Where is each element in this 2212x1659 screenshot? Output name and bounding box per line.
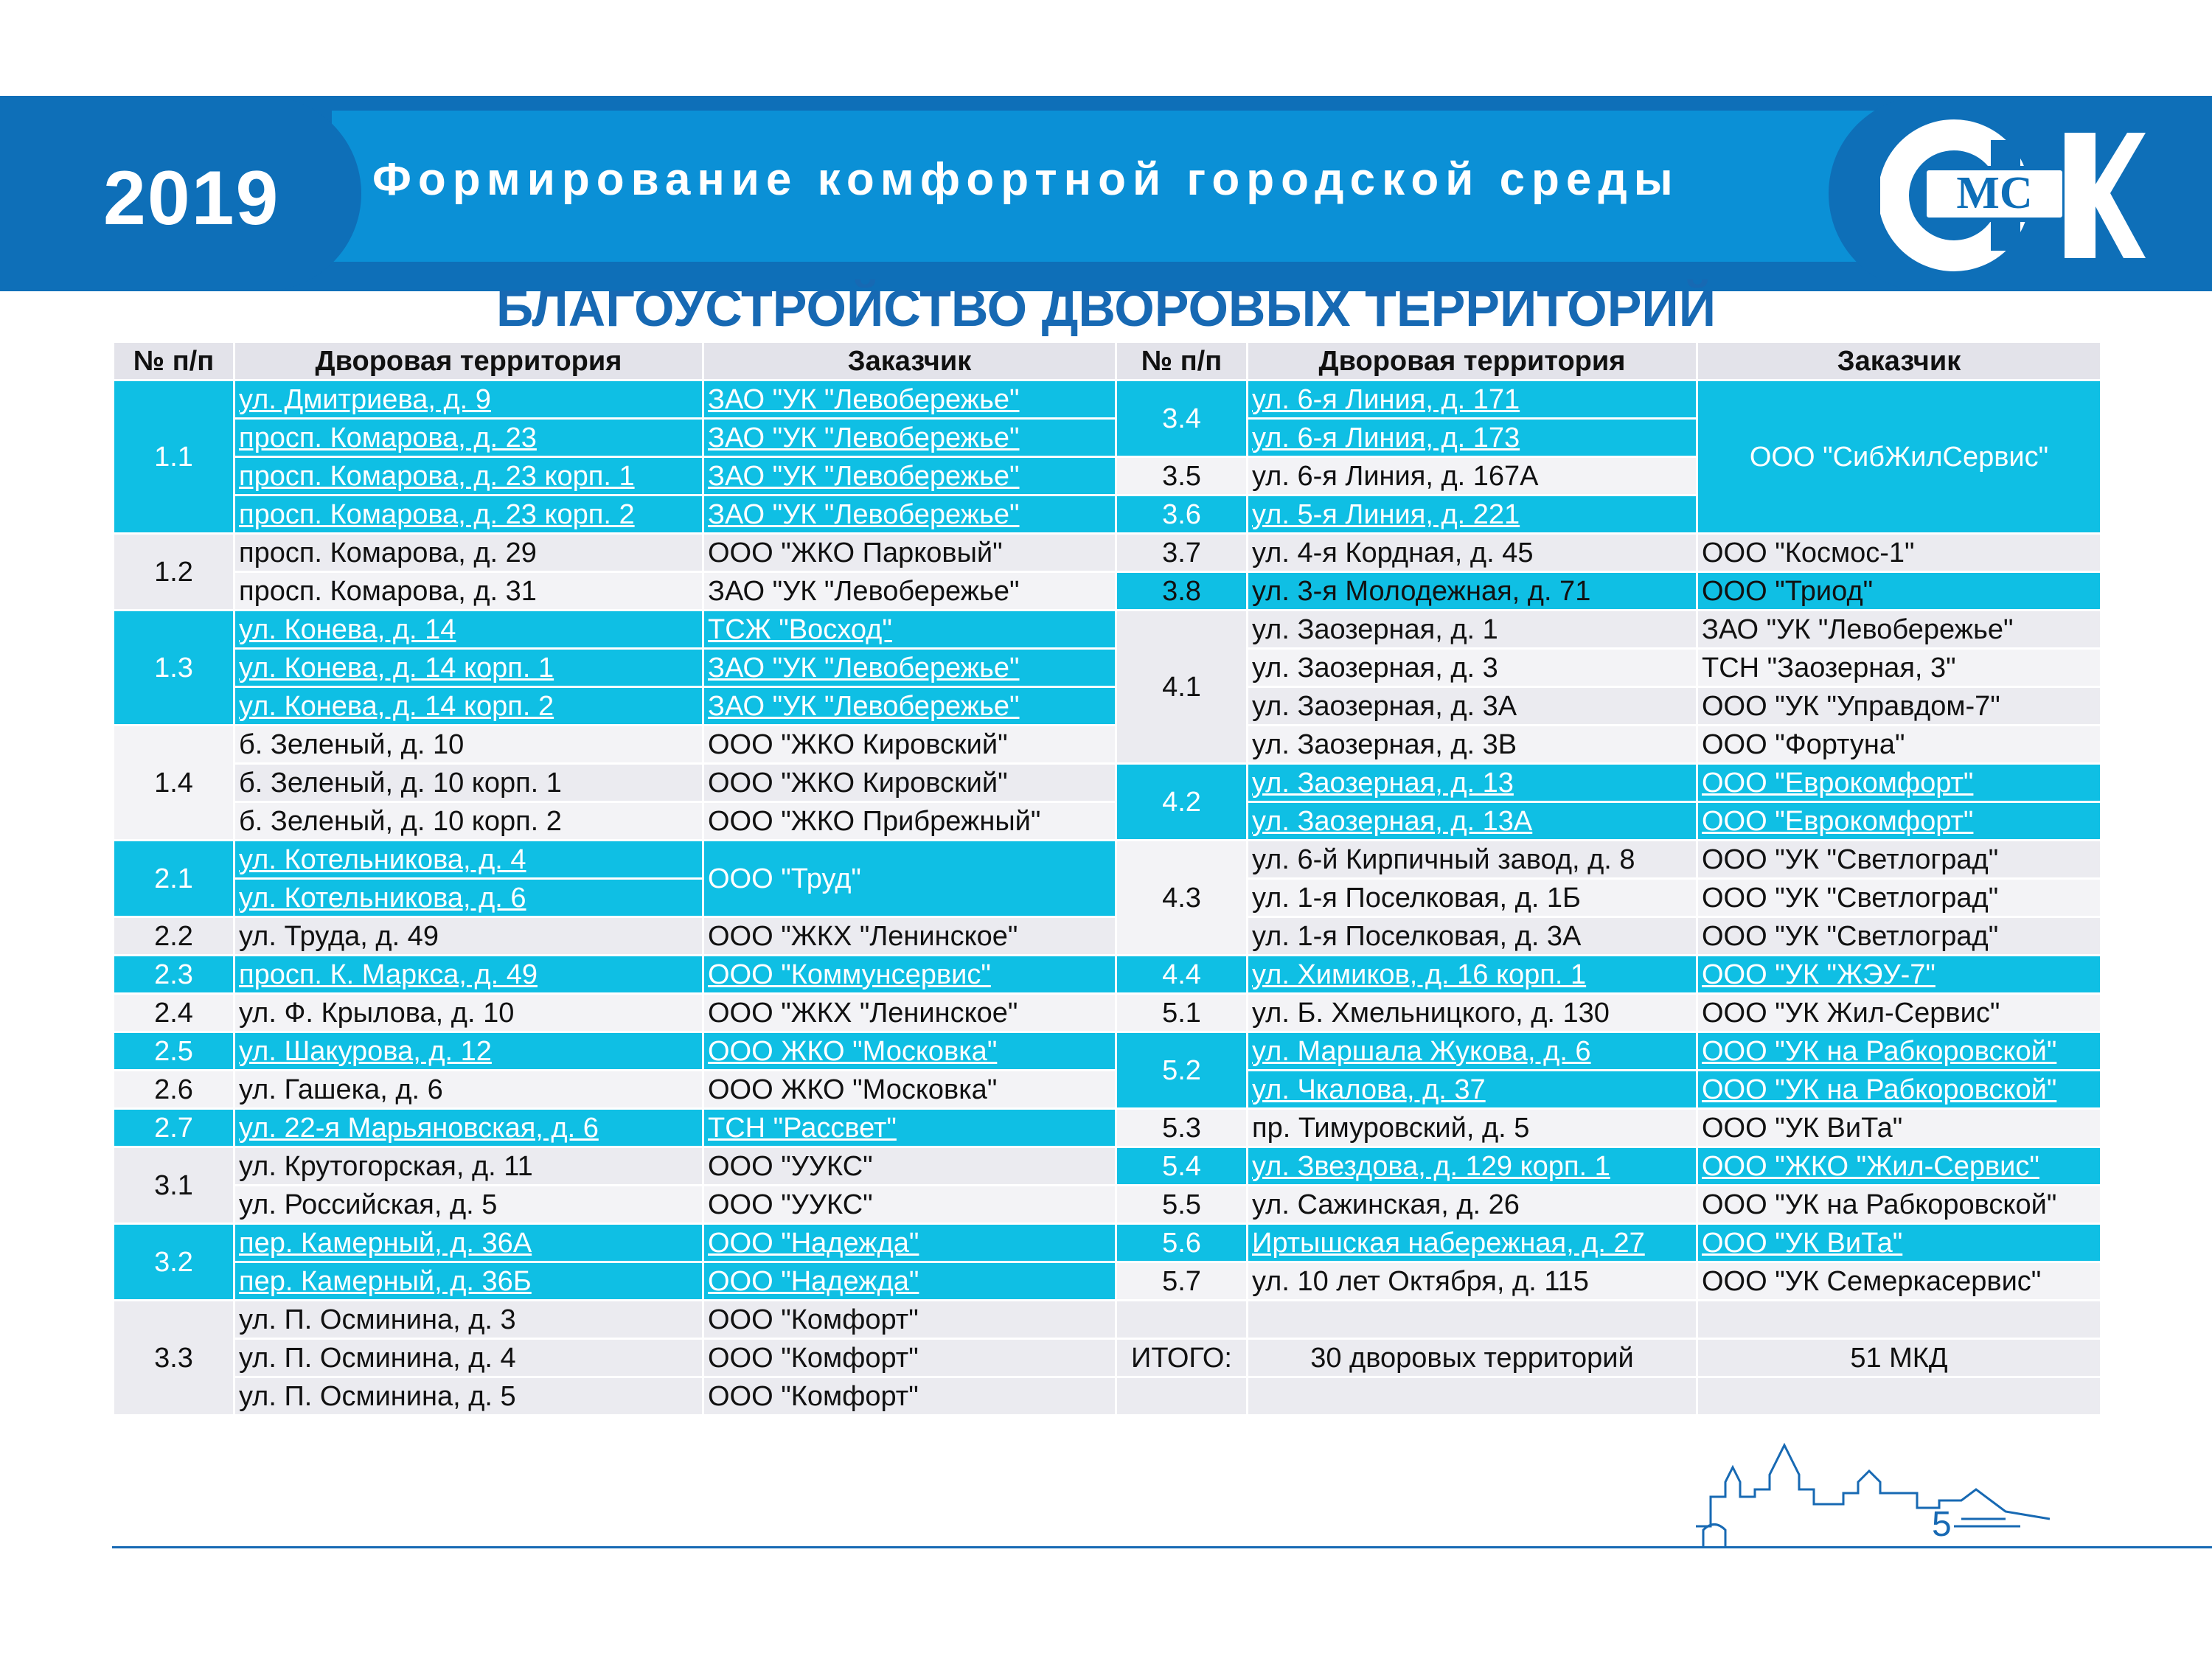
customer-cell: ЗАО "УК "Левобережье" — [703, 572, 1116, 611]
table-row — [114, 687, 2101, 726]
row-num: 2.6 — [114, 1071, 234, 1109]
table-row — [114, 994, 2101, 1032]
customer-cell[interactable]: ООО "Надежда" — [703, 1262, 1116, 1301]
territory-cell[interactable]: ул. Дмитриева, д. 9 — [234, 380, 703, 419]
territory-cell: ул. 6-я Линия, д. 167А — [1248, 457, 1697, 495]
territory-cell: ул. Б. Хмельницкого, д. 130 — [1248, 994, 1697, 1032]
customer-cell: ООО ЖКО "Московка" — [703, 1071, 1116, 1109]
customer-cell: ООО "ЖКО Кировский" — [703, 726, 1116, 764]
territory-cell: ул. Российская, д. 5 — [234, 1186, 703, 1224]
territory-cell[interactable]: ул. Чкалова, д. 37 — [1248, 1071, 1697, 1109]
col-header-num-right: № п/п — [1116, 342, 1248, 380]
territory-cell: ул. П. Осминина, д. 3 — [234, 1301, 703, 1339]
customer-cell[interactable]: ЗАО "УК "Левобережье" — [703, 495, 1116, 534]
customer-cell[interactable]: ООО "УК на Рабкоровской" — [1697, 1071, 2101, 1109]
territory-cell: ул. 1-я Поселковая, д. 3А — [1248, 917, 1697, 956]
customer-cell: ООО "УК "Светлоград" — [1697, 917, 2101, 956]
row-num: 4.2 — [1116, 764, 1248, 841]
territory-cell[interactable]: ул. 6-я Линия, д. 173 — [1248, 419, 1697, 457]
row-num: 5.6 — [1116, 1224, 1248, 1262]
empty-cell — [1116, 1377, 1248, 1416]
table-row — [114, 1301, 2101, 1339]
customer-cell[interactable]: ЗАО "УК "Левобережье" — [703, 457, 1116, 495]
territory-cell: ул. П. Осминина, д. 5 — [234, 1377, 703, 1416]
territory-cell[interactable]: ул. Котельникова, д. 4 — [234, 841, 703, 879]
territory-cell[interactable]: ул. Конева, д. 14 корп. 1 — [234, 649, 703, 687]
customer-cell: ООО "Комфорт" — [703, 1377, 1116, 1416]
territory-cell[interactable]: ул. Конева, д. 14 корп. 2 — [234, 687, 703, 726]
table-header-row — [114, 342, 2101, 380]
customer-cell[interactable]: ООО "Труд" — [703, 841, 1116, 917]
row-num: 1.1 — [114, 380, 234, 534]
empty-cell — [1697, 1301, 2101, 1339]
customer-cell: ООО "УК Семеркасервис" — [1697, 1262, 2101, 1301]
empty-cell — [1697, 1377, 2101, 1416]
customer-cell[interactable]: ООО "Триод" — [1697, 572, 2101, 611]
row-num: 5.5 — [1116, 1186, 1248, 1224]
territory-cell: б. Зеленый, д. 10 — [234, 726, 703, 764]
territory-cell: ул. Труда, д. 49 — [234, 917, 703, 956]
table-row — [114, 1224, 2101, 1262]
customer-cell[interactable]: ЗАО "УК "Левобережье" — [703, 649, 1116, 687]
table-row — [114, 611, 2101, 649]
row-num: 5.7 — [1116, 1262, 1248, 1301]
table-row — [114, 1032, 2101, 1071]
customer-cell[interactable]: ООО "Коммунсервис" — [703, 956, 1116, 994]
territory-cell[interactable]: ул. 5-я Линия, д. 221 — [1248, 495, 1697, 534]
row-num: 2.3 — [114, 956, 234, 994]
territory-cell[interactable]: ул. Маршала Жукова, д. 6 — [1248, 1032, 1697, 1071]
territory-cell[interactable]: ул. 3-я Молодежная, д. 71 — [1248, 572, 1697, 611]
customer-cell[interactable]: ООО "УК "ЖЭУ-7" — [1697, 956, 2101, 994]
customer-cell: ООО "Комфорт" — [703, 1339, 1116, 1377]
territory-cell[interactable]: ул. Шакурова, д. 12 — [234, 1032, 703, 1071]
territory-cell: ул. Крутогорская, д. 11 — [234, 1147, 703, 1186]
row-num: 5.1 — [1116, 994, 1248, 1032]
territory-cell[interactable]: ул. 22-я Марьяновская, д. 6 — [234, 1109, 703, 1147]
row-num: 2.2 — [114, 917, 234, 956]
territory-cell[interactable]: ул. 6-я Линия, д. 171 — [1248, 380, 1697, 419]
col-header-num-left: № п/п — [114, 342, 234, 380]
customer-cell[interactable]: ООО ЖКО "Московка" — [703, 1032, 1116, 1071]
row-num: 2.1 — [114, 841, 234, 917]
smsk-logo-icon — [1880, 111, 2146, 280]
row-num: 3.5 — [1116, 457, 1248, 495]
customer-cell: ООО "УК "Управдом-7" — [1697, 687, 2101, 726]
territory-cell: ул. Заозерная, д. 3А — [1248, 687, 1697, 726]
totals-houses: 51 МКД — [1697, 1339, 2101, 1377]
customer-cell[interactable]: ООО "ЖКО "Жил-Сервис" — [1697, 1147, 2101, 1186]
territory-cell[interactable]: ул. Заозерная, д. 13 — [1248, 764, 1697, 802]
customer-cell: ООО "УК Жил-Сервис" — [1697, 994, 2101, 1032]
customer-cell-sibzhilservis: ООО "СибЖилСервис" — [1697, 380, 2101, 534]
table-row — [114, 1186, 2101, 1224]
row-num: 3.4 — [1116, 380, 1248, 457]
territory-cell[interactable]: Иртышская набережная, д. 27 — [1248, 1224, 1697, 1262]
customer-cell: ООО "УК на Рабкоровской" — [1697, 1186, 2101, 1224]
territory-cell[interactable]: ул. Заозерная, д. 13А — [1248, 802, 1697, 841]
territory-cell: пр. Тимуровский, д. 5 — [1248, 1109, 1697, 1147]
empty-cell — [1116, 1301, 1248, 1339]
row-num: 3.2 — [114, 1224, 234, 1301]
territory-cell: ул. 1-я Поселковая, д. 1Б — [1248, 879, 1697, 917]
table-row — [114, 917, 2101, 956]
territory-cell: ул. П. Осминина, д. 4 — [234, 1339, 703, 1377]
territory-cell[interactable]: ул. Конева, д. 14 — [234, 611, 703, 649]
table-row — [114, 380, 2101, 419]
row-num: 1.3 — [114, 611, 234, 726]
territory-cell[interactable]: ул. Химиков, д. 16 корп. 1 — [1248, 956, 1697, 994]
col-header-customer-left: Заказчик — [703, 342, 1116, 380]
customer-cell[interactable]: ТСН "Рассвет" — [703, 1109, 1116, 1147]
territory-cell[interactable]: ул. Котельникова, д. 6 — [234, 879, 703, 917]
row-num: 1.4 — [114, 726, 234, 841]
table-row — [114, 649, 2101, 687]
customer-cell: ООО "УУКС" — [703, 1147, 1116, 1186]
territory-cell[interactable]: пер. Камерный, д. 36А — [234, 1224, 703, 1262]
svg-text:МС: МС — [1956, 168, 2033, 218]
territory-cell: ул. 6-й Кирпичный завод, д. 8 — [1248, 841, 1697, 879]
totals-label: ИТОГО: — [1116, 1339, 1248, 1377]
customer-cell: ООО "ЖКО Прибрежный" — [703, 802, 1116, 841]
row-num: 1.2 — [114, 534, 234, 611]
table-row — [114, 534, 2101, 572]
col-header-territory-left: Дворовая территория — [234, 342, 703, 380]
territory-cell: ул. Заозерная, д. 3 — [1248, 649, 1697, 687]
row-num: 3.6 — [1116, 495, 1248, 534]
row-num: 4.3 — [1116, 841, 1248, 956]
row-num: 5.4 — [1116, 1147, 1248, 1186]
customer-cell: ТСН "Заозерная, 3" — [1697, 649, 2101, 687]
table-row — [114, 1339, 2101, 1377]
row-num: 3.7 — [1116, 534, 1248, 572]
customer-cell[interactable]: ЗАО "УК "Левобережье" — [703, 419, 1116, 457]
page-number: 5 — [1932, 1505, 1952, 1544]
table-row — [114, 1109, 2101, 1147]
customer-cell: ЗАО "УК "Левобережье" — [1697, 611, 2101, 649]
table-row — [114, 1377, 2101, 1416]
table-row — [114, 956, 2101, 994]
table-row — [114, 764, 2101, 802]
table-row — [114, 572, 2101, 611]
territory-cell[interactable]: пер. Камерный, д. 36Б — [234, 1262, 703, 1301]
territory-cell: просп. Комарова, д. 31 — [234, 572, 703, 611]
customer-cell: ООО "ЖКХ "Ленинское" — [703, 917, 1116, 956]
customer-cell: ООО "Космос-1" — [1697, 534, 2101, 572]
row-num: 3.3 — [114, 1301, 234, 1416]
empty-cell — [1248, 1301, 1697, 1339]
customer-cell: ООО "УУКС" — [703, 1186, 1116, 1224]
header-title: Формирование комфортной городской среды — [372, 154, 1680, 205]
customer-cell: ООО "ЖКХ "Ленинское" — [703, 994, 1116, 1032]
table-row — [114, 1071, 2101, 1109]
row-num: 4.1 — [1116, 611, 1248, 764]
table-row — [114, 802, 2101, 841]
customer-cell[interactable]: ООО "УК на Рабкоровской" — [1697, 1032, 2101, 1071]
territory-cell: ул. Заозерная, д. 1 — [1248, 611, 1697, 649]
col-header-territory-right: Дворовая территория — [1248, 342, 1697, 380]
col-header-customer-right: Заказчик — [1697, 342, 2101, 380]
customer-cell[interactable]: ЗАО "УК "Левобережье" — [703, 380, 1116, 419]
territory-cell: б. Зеленый, д. 10 корп. 2 — [234, 802, 703, 841]
customer-cell[interactable]: ООО "Надежда" — [703, 1224, 1116, 1262]
row-num: 5.2 — [1116, 1032, 1248, 1109]
customer-cell: ООО "УК "Светлоград" — [1697, 879, 2101, 917]
empty-cell — [1248, 1377, 1697, 1416]
customer-cell[interactable]: ООО "УК ВиТа" — [1697, 1224, 2101, 1262]
table-row — [114, 841, 2101, 879]
row-num: 2.7 — [114, 1109, 234, 1147]
page-title: БЛАГОУСТРОЙСТВО ДВОРОВЫХ ТЕРРИТОРИЙ — [495, 279, 1717, 337]
city-skyline-icon — [1696, 1438, 2050, 1548]
territory-cell[interactable]: просп. К. Маркса, д. 49 — [234, 956, 703, 994]
customer-cell[interactable]: ООО "Еврокомфорт" — [1697, 802, 2101, 841]
customer-cell: ООО "ЖКО Парковый" — [703, 534, 1116, 572]
customer-cell[interactable]: ТСЖ "Восход" — [703, 611, 1116, 649]
customer-cell[interactable]: ООО "Еврокомфорт" — [1697, 764, 2101, 802]
territory-cell: ул. Ф. Крылова, д. 10 — [234, 994, 703, 1032]
row-num: 2.5 — [114, 1032, 234, 1071]
header-year: 2019 — [103, 156, 280, 241]
customer-cell: ООО "ЖКО Кировский" — [703, 764, 1116, 802]
territory-cell[interactable]: просп. Комарова, д. 23 корп. 1 — [234, 457, 703, 495]
territory-cell: ул. Заозерная, д. 3В — [1248, 726, 1697, 764]
bottom-rule — [112, 1546, 2212, 1548]
customer-cell: ООО "Фортуна" — [1697, 726, 2101, 764]
row-num: 3.8 — [1116, 572, 1248, 611]
courtyards-table — [112, 341, 2102, 1416]
customer-cell: ООО "Комфорт" — [703, 1301, 1116, 1339]
territory-cell: ул. Сажинская, д. 26 — [1248, 1186, 1697, 1224]
customer-cell[interactable]: ЗАО "УК "Левобережье" — [703, 687, 1116, 726]
row-num: 2.4 — [114, 994, 234, 1032]
row-num: 3.1 — [114, 1147, 234, 1224]
table-row — [114, 726, 2101, 764]
territory-cell: ул. 10 лет Октября, д. 115 — [1248, 1262, 1697, 1301]
territory-cell: ул. Гашека, д. 6 — [234, 1071, 703, 1109]
table-row — [114, 1262, 2101, 1301]
territory-cell[interactable]: ул. Звездова, д. 129 корп. 1 — [1248, 1147, 1697, 1186]
totals-territories: 30 дворовых территорий — [1248, 1339, 1697, 1377]
territory-cell[interactable]: просп. Комарова, д. 23 корп. 2 — [234, 495, 703, 534]
territory-cell: б. Зеленый, д. 10 корп. 1 — [234, 764, 703, 802]
customer-cell: ООО "УК ВиТа" — [1697, 1109, 2101, 1147]
row-num: 4.4 — [1116, 956, 1248, 994]
territory-cell[interactable]: просп. Комарова, д. 23 — [234, 419, 703, 457]
customer-cell: ООО "УК "Светлоград" — [1697, 841, 2101, 879]
territory-cell: ул. 4-я Кордная, д. 45 — [1248, 534, 1697, 572]
table-row — [114, 1147, 2101, 1186]
row-num: 5.3 — [1116, 1109, 1248, 1147]
territory-cell: просп. Комарова, д. 29 — [234, 534, 703, 572]
